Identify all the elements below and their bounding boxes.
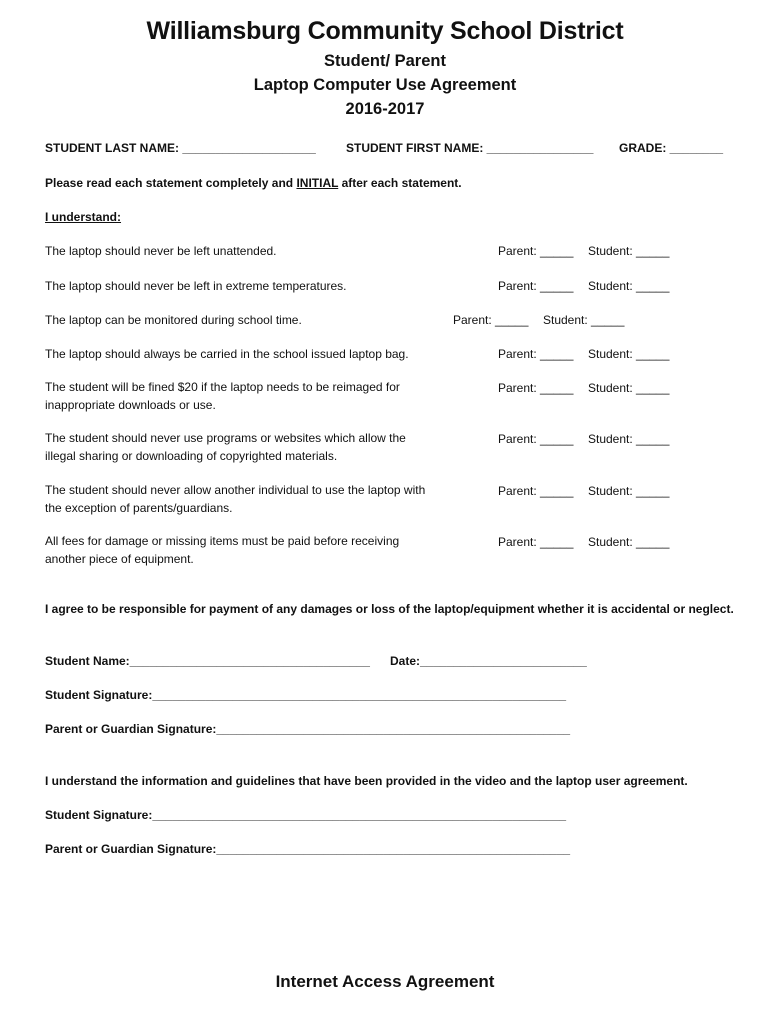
parent-signature-field-2[interactable]: Parent or Guardian Signature:_____________________________________________________: [45, 842, 571, 856]
internet-access-title: Internet Access Agreement: [275, 972, 495, 991]
student-initial-2[interactable]: Student: _____: [588, 279, 670, 293]
subtitle-student-parent: Student/ Parent: [324, 52, 446, 70]
date-field[interactable]: Date:_________________________: [390, 654, 587, 668]
understand-info-statement: I understand the information and guidelines that have been provided in the video and the laptop user agreement.: [45, 774, 688, 788]
student-initial-6[interactable]: Student: _____: [588, 432, 670, 446]
student-initial-8[interactable]: Student: _____: [588, 535, 670, 549]
parent-signature-field[interactable]: Parent or Guardian Signature:_____________________________________________________: [45, 722, 571, 736]
parent-initial-2[interactable]: Parent: _____: [498, 279, 574, 293]
instructions: [45, 176, 462, 190]
student-initial-4[interactable]: Student: _____: [588, 347, 670, 361]
student-first-name-field[interactable]: STUDENT FIRST NAME: ________________: [346, 141, 594, 155]
parent-initial-3[interactable]: Parent: _____: [453, 313, 529, 327]
parent-initial-4[interactable]: Parent: _____: [498, 347, 574, 361]
understand-heading: I understand:: [45, 210, 122, 224]
responsibility-statement: I agree to be responsible for payment of any damages or loss of the laptop/equipment whether it is accidental or neglect.: [45, 602, 734, 616]
statement-6: The student should never use programs or websites which allow the illegal sharing or downloading of copyrighted materials.: [45, 431, 406, 463]
instructions-after: after each statement.: [338, 176, 462, 190]
subtitle-agreement: Laptop Computer Use Agreement: [253, 76, 517, 94]
statement-5: The student will be fined $20 if the laptop needs to be reimaged for inappropriate downloads or use.: [45, 380, 400, 412]
school-year: 2016-2017: [345, 100, 425, 118]
district-title: Williamsburg Community School District: [146, 17, 624, 45]
student-signature-field[interactable]: Student Signature:______________________________________________________________: [45, 688, 567, 702]
student-signature-field-2[interactable]: Student Signature:______________________________________________________________: [45, 808, 567, 822]
statement-8: All fees for damage or missing items must be paid before receiving another piece of equipment.: [45, 534, 400, 566]
student-initial-1[interactable]: Student: _____: [588, 244, 670, 258]
parent-initial-7[interactable]: Parent: _____: [498, 484, 574, 498]
statement-4: The laptop should always be carried in the school issued laptop bag.: [45, 347, 409, 361]
parent-initial-1[interactable]: Parent: _____: [498, 244, 574, 258]
statement-7: The student should never allow another individual to use the laptop with the exception of parents/guardians.: [45, 483, 426, 515]
parent-initial-6[interactable]: Parent: _____: [498, 432, 574, 446]
student-name-field[interactable]: Student Name:____________________________________: [45, 654, 370, 668]
grade-field[interactable]: GRADE: ________: [619, 141, 724, 155]
student-initial-7[interactable]: Student: _____: [588, 484, 670, 498]
statement-2: The laptop should never be left in extreme temperatures.: [45, 279, 347, 293]
student-initial-3[interactable]: Student: _____: [543, 313, 625, 327]
parent-initial-5[interactable]: Parent: _____: [498, 381, 574, 395]
student-last-name-field[interactable]: STUDENT LAST NAME: ____________________: [45, 141, 316, 155]
instructions-before: Please read each statement completely and: [45, 176, 297, 190]
statement-3: The laptop can be monitored during school time.: [45, 313, 302, 327]
statement-1: The laptop should never be left unattended.: [45, 244, 277, 258]
instructions-initial: INITIAL: [296, 176, 339, 190]
parent-initial-8[interactable]: Parent: _____: [498, 535, 574, 549]
student-initial-5[interactable]: Student: _____: [588, 381, 670, 395]
